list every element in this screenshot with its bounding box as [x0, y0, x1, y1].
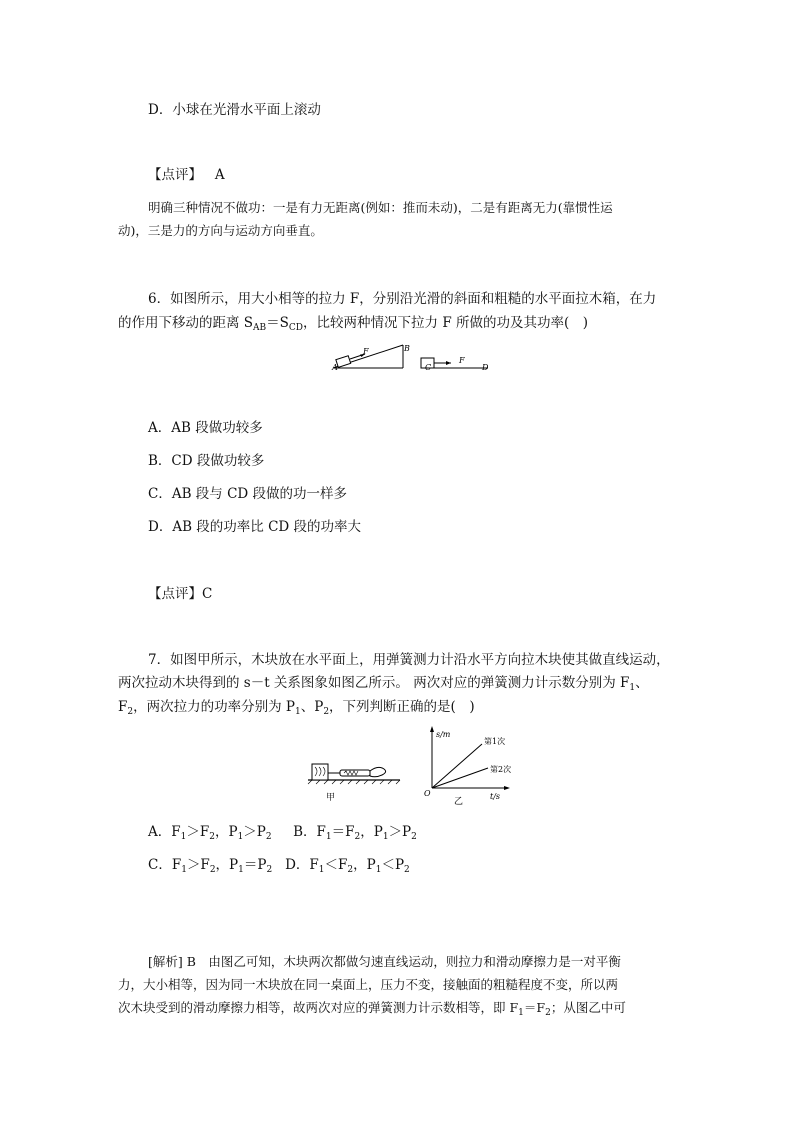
q7-option-b: [293, 824, 417, 840]
q7-stem-text: ，下列判断正确的是( ): [329, 699, 475, 715]
q6-option-d: D．AB 段的功率比 CD 段的功率大: [148, 519, 362, 535]
q6-stem-text: ，比较两种情况下拉力 F 所做的功及其功率( ): [303, 315, 589, 331]
q6-stem-line1: 6．如图所示，用大小相等的拉力 F，分别沿光滑的斜面和粗糙的水平面拉木箱，在力: [148, 291, 657, 307]
q7-options-row1: [148, 820, 417, 842]
q7-figure-jia: [304, 750, 404, 805]
analysis-text: ＝F: [523, 1000, 546, 1015]
axis-y-label: s/m: [436, 730, 451, 739]
opt-sub: 2: [404, 865, 410, 875]
q7-sub: 1: [629, 683, 636, 693]
opt-text: ＜P: [381, 857, 405, 873]
label-a: A: [332, 363, 338, 372]
q7-sub: 2: [323, 707, 330, 717]
wood-block: [312, 764, 328, 780]
opt-sub: 1: [181, 865, 187, 875]
q7-sub: 2: [127, 707, 134, 717]
opt-sub: 1: [180, 832, 187, 842]
q7-options-row2: [148, 853, 410, 875]
opt-text: ，P: [360, 824, 383, 840]
opt-text: ＝P: [243, 857, 267, 873]
opt-text: B．F: [293, 824, 326, 840]
q7-stem-text: 两次拉动木块得到的 s－t 关系图象如图乙所示。 两次对应的弹簧测力计示数分别为 F: [118, 675, 630, 691]
opt-sub: 1: [238, 865, 244, 875]
label-jia: 甲: [326, 793, 336, 803]
q6-option-a: A．AB 段做功较多: [148, 420, 263, 436]
opt-sub: 2: [411, 832, 417, 842]
q7-stem-text: 、: [635, 675, 649, 691]
analysis-line1: [解析] B 由图乙可知，木块两次都做匀速直线运动，则拉力和滑动摩擦力是一对平衡: [148, 954, 621, 969]
opt-sub: 1: [325, 832, 332, 842]
q7-option-c: [148, 857, 272, 873]
opt-sub: 2: [266, 865, 273, 875]
comment-label: 【点评】: [148, 167, 202, 183]
opt-sub: 1: [318, 865, 325, 875]
opt-text: C．F: [148, 857, 182, 873]
q6-comment: 【点评】C: [148, 586, 213, 602]
opt-text: ，P: [214, 824, 238, 840]
q6-option-c: C．AB 段与 CD 段做的功一样多: [148, 486, 348, 502]
series-2-label: 第2次: [490, 765, 512, 774]
analysis-sub: 2: [545, 1008, 551, 1018]
incline-box: [336, 356, 351, 368]
opt-text: ，P: [215, 857, 239, 873]
q7-stem-line2: [118, 671, 649, 693]
analysis-text: 次木块受到的滑动摩擦力相等，故两次对应的弹簧测力计示数相等，即 F: [118, 1000, 519, 1015]
opt-sub: 1: [237, 832, 244, 842]
q6-stem-text: 的作用下移动的距离 S: [118, 315, 254, 331]
opt-sub: 2: [209, 832, 215, 842]
q6-option-b: B．CD 段做功较多: [148, 453, 265, 469]
opt-text: ＞P: [388, 824, 412, 840]
analysis-line3: [118, 998, 626, 1018]
label-f2: F: [459, 356, 465, 365]
y-arrowhead: [430, 726, 434, 732]
opt-sub: 2: [265, 832, 272, 842]
analysis-text: ；从图乙中可: [550, 1000, 626, 1015]
label-yi: 乙: [454, 797, 464, 807]
origin-label: O: [424, 789, 431, 798]
series-line-2: [432, 768, 488, 788]
option-d-prev: D．小球在光滑水平面上滚动: [148, 102, 321, 118]
opt-sub: 2: [209, 865, 216, 875]
q7-stem-text: ，两次拉力的功率分别为 P: [133, 699, 295, 715]
hand-icon: [370, 767, 386, 776]
label-d: D: [482, 363, 489, 372]
q7-figure-yi: [418, 722, 528, 807]
opt-text: ＞F: [186, 857, 210, 873]
label-f1: F: [363, 347, 369, 356]
comment-text-line1: 明确三种情况不做功：一是有力无距离(例如：推而未动)，二是有距离无力(靠惯性运: [148, 200, 613, 215]
q7-stem-text: F: [118, 699, 128, 715]
opt-sub: 1: [382, 832, 389, 842]
label-c: C: [425, 363, 432, 372]
series-1-label: 第1次: [484, 737, 506, 746]
q6-stem-line2: [118, 311, 588, 333]
opt-text: ，P: [353, 857, 376, 873]
q6-sub-ab: AB: [253, 323, 267, 333]
q7-stem-text: 、P: [300, 699, 324, 715]
opt-text: ＜F: [324, 857, 348, 873]
analysis-sub: 1: [518, 1008, 524, 1018]
q7-option-a: [148, 824, 272, 840]
q6-figure: [325, 340, 495, 372]
comment-text-line2: 动)，三是力的方向与运动方向垂直。: [118, 223, 323, 238]
axis-x-label: t/s: [490, 792, 501, 801]
opt-sub: 1: [375, 865, 382, 875]
opt-sub: 2: [354, 832, 361, 842]
comment-prev: [148, 163, 225, 183]
opt-sub: 2: [347, 865, 354, 875]
label-b: B: [404, 344, 410, 353]
analysis-line2: 力，大小相等，因为同一木块放在同一桌面上，压力不变，接触面的粗糙程度不变，所以两: [118, 977, 619, 992]
q6-stem-text: ＝S: [266, 315, 289, 331]
x-arrowhead: [504, 786, 510, 790]
opt-text: D．F: [285, 857, 319, 873]
q6-sub-cd: CD: [288, 323, 304, 333]
comment-answer: A: [214, 167, 225, 183]
opt-text: ＞F: [186, 824, 210, 840]
q7-stem-line1: 7．如图甲所示，木块放在水平面上，用弹簧测力计沿水平方向拉木块使其做直线运动，: [148, 652, 670, 668]
series-line-1: [432, 744, 482, 788]
opt-text: ＞P: [243, 824, 266, 840]
q7-option-d: [285, 857, 410, 873]
q7-stem-line3: [118, 695, 475, 717]
flat-arrowhead: [446, 361, 451, 365]
opt-text: ＝F: [331, 824, 355, 840]
q7-sub: 1: [294, 707, 301, 717]
opt-text: A．F: [148, 824, 181, 840]
